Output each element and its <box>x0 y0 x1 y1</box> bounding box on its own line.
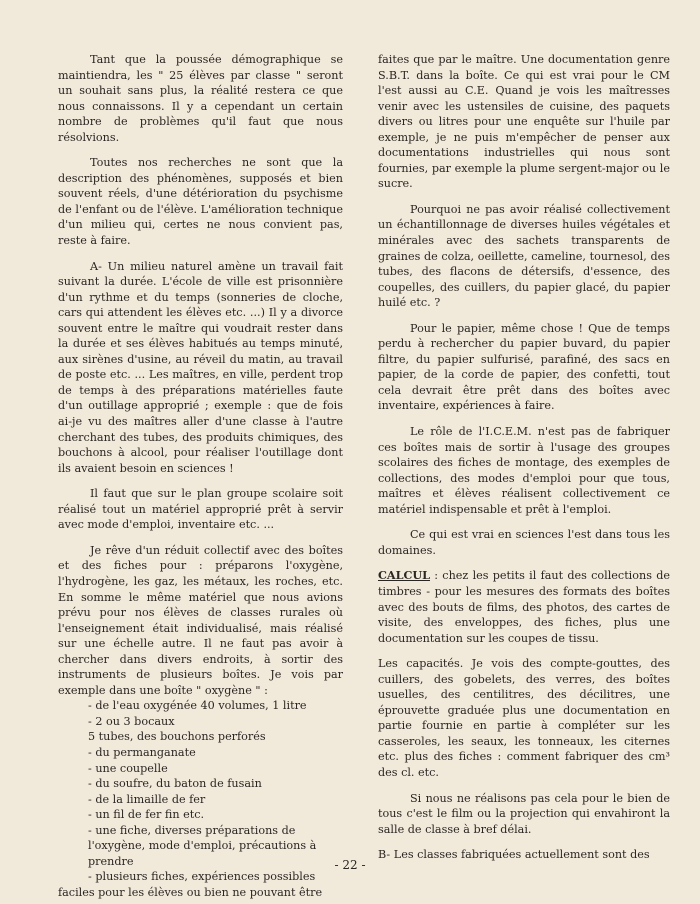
right-column <box>378 52 670 863</box>
paragraph: Le rôle de l'I.C.E.M. n'est pas de fabriquer ces boîtes mais de sortir à l'usage des groupes scolaires des fiches de montage, des exemples de collections, des modes d'emploi pour que tous, maîtres et élèves réalisent collectivement ce matériel indispensable et prêt à l'emploi. <box>378 425 670 516</box>
paragraph: A- Un milieu naturel amène un travail fait suivant la durée. L'école de ville est prisonnière d'un rythme et du temps (sonneries de cloche, cars qui attendent les élèves etc. ...) Il y a divorce souvent entre le maître qui voudrait rester dans la durée et ses élèves habitués au temps minuté, aux sirènes d'usine, au réveil du matin, au travail de poste etc. ... Les maîtres, en ville, perdent trop de temps à des préparations matérielles faute d'un outillage approprié ; exemple : que de fois ai-je vu des maîtres aller d'une classe à l'autre cherchant des tubes, des produits chimiques, des bouchons à alcool, pour réaliser l'outillage dont ils avaient besoin en sciences ! <box>58 259 343 475</box>
paragraph-text: : chez les petits il faut des collections de timbres - pour les mesures des formats des boîtes avec des bouts de films, des photos, des cartes de visite, des enveloppes, des fiches, plus une documentation sur les coupes de tissu. <box>378 569 670 645</box>
paragraph: B- Les classes fabriquées actuellement sont des <box>378 848 650 862</box>
list-item: - un fil de fer fin etc. <box>88 808 205 822</box>
paragraph: Si nous ne réalisons pas cela pour le bien de tous c'est le film ou la projection qui envahiront la salle de classe à bref délai. <box>378 791 670 836</box>
paragraph: Tant que la poussée démographique se maintiendra, les " 25 élèves par classe " seront un souhait sans plus, la réalité restera ce que nous connaissons. Il y a cependant un certain nombre de problèmes qu'il faut que nous résolvions. <box>58 53 343 144</box>
calcul-paragraph <box>378 568 670 646</box>
paragraph: faites que par le maître. Une documentation genre S.B.T. dans la boîte. Ce qui est vrai pour le CM l'est aussi au C.E. Quand je vois les maîtresses venir avec les ustensiles de cuisine, des paquets divers ou litres pour une enquête sur l'huile par exemple, je ne puis m'empêcher de penser aux documentations industrielles qui nous sont fournies, par exemple la plume sergent-major ou le sucre. <box>378 53 670 191</box>
paragraph: Les capacités. Je vois des compte-gouttes, des cuillers, des gobelets, des verres, des boîtes usuelles, des centilitres, des décilitres, une éprouvette graduée plus une documentation en partie fournie en partie à compléter sur les casseroles, les seaux, les tonneaux, les citernes etc. plus des fiches : comment fabriquer des cm³ des cl. etc. <box>378 657 670 779</box>
list-item: - de l'eau oxygénée 40 volumes, 1 litre <box>88 699 307 713</box>
paragraph: Je rêve d'un réduit collectif avec des boîtes et des fiches pour : préparons l'oxygène, l'hydrogène, les gaz, les métaux, les roches, etc. En somme le même matériel que nous avions prévu pour nos élèves de classes rurales où l'enseignement était individualisé, mais réalisé sur une échelle autre. Il ne faut pas avoir à chercher dans divers endroits, à sortir des instruments de plusieurs boîtes. Je vois par exemple dans une boîte " oxygène " : <box>58 543 343 697</box>
page-number: - 22 - <box>334 858 366 872</box>
left-column <box>58 52 343 900</box>
list-item: - plusieurs fiches, expériences possibles <box>88 870 316 884</box>
paragraph: Toutes nos recherches ne sont que la description des phénomènes, supposés et bien souvent réels, d'une détérioration du psychisme de l'enfant ou de l'élève. L'amélioration technique d'un milieu qui, certes ne nous convient pas, reste à faire. <box>58 156 343 248</box>
list-item: - du permanganate <box>88 745 196 759</box>
list-item: 5 tubes, des bouchons perforés <box>88 730 266 744</box>
section-heading: CALCUL <box>378 568 430 583</box>
paragraph: Il faut que sur le plan groupe scolaire soit réalisé tout un matériel approprié prêt à servir avec mode d'emploi, inventaire etc. ... <box>58 487 343 532</box>
paragraph: Ce qui est vrai en sciences l'est dans tous les domaines. <box>378 528 670 557</box>
list-item: - une fiche, diverses préparations de l'oxygène, mode d'emploi, précautions à prendre <box>88 823 317 868</box>
paragraph: Pourquoi ne pas avoir réalisé collectivement un échantillonnage de diverses huiles végétales et minérales avec des sachets transparents de graines de colza, oeillette, cameline, tournesol, des tubes, des flacons de détersifs, d'essence, des coupelles, des cuillers, du papier glacé, du papier huilé etc. ? <box>378 202 670 310</box>
list-item: - 2 ou 3 bocaux <box>88 714 175 728</box>
list-item: - de la limaille de fer <box>88 792 206 806</box>
list-item: - une coupelle <box>88 761 168 775</box>
oxygen-box-list <box>58 698 343 885</box>
paragraph: Pour le papier, même chose ! Que de temps perdu à rechercher du papier buvard, du papier filtre, du papier sulfurisé, parafiné, des sacs en papier, de la corde de papier, des confetti, tout cela devrait être prêt dans des boîtes avec inventaire, expériences à faire. <box>378 321 670 413</box>
paragraph: faciles pour les élèves ou bien ne pouvant être <box>58 885 323 899</box>
list-item: - du soufre, du baton de fusain <box>88 777 262 791</box>
